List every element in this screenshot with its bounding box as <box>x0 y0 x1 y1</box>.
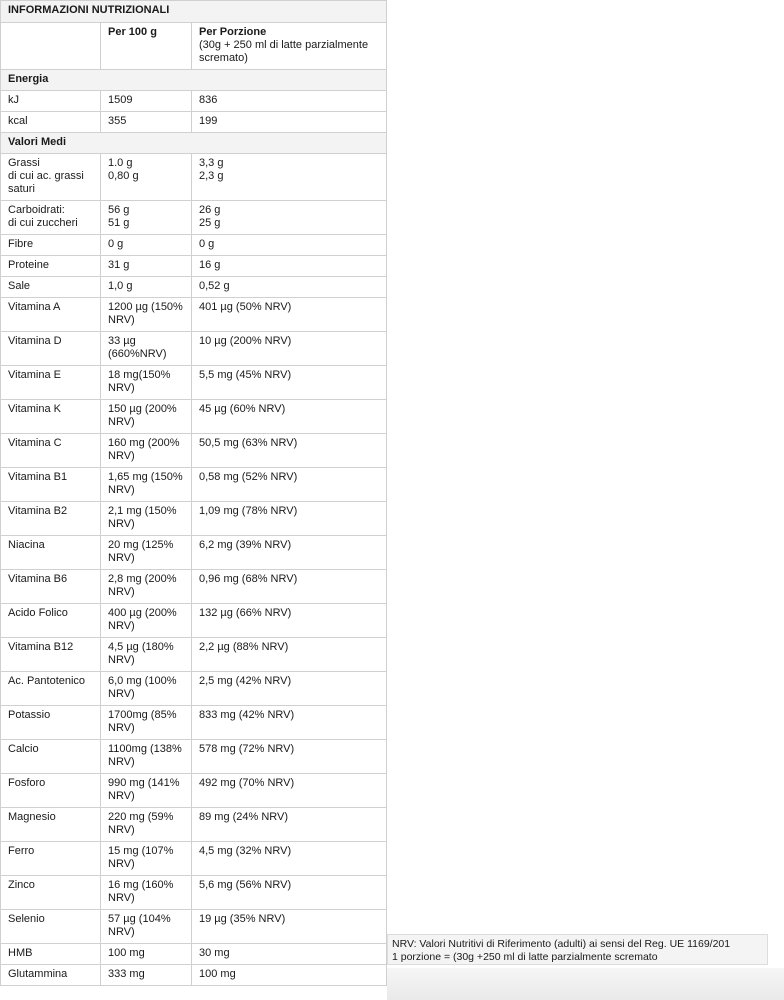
value-per-portion: 2,5 mg (42% NRV) <box>192 672 387 706</box>
table-row <box>1 536 387 570</box>
value-per-100g: 1700mg (85% NRV) <box>101 706 192 740</box>
table-row <box>1 366 387 400</box>
value-per-100g: 355 <box>101 112 192 133</box>
value-per-portion: 132 µg (66% NRV) <box>192 604 387 638</box>
header-per-portion-title: Per Porzione <box>199 26 267 38</box>
value-per-portion: 836 <box>192 91 387 112</box>
nutrient-name: Vitamina D <box>1 332 101 366</box>
value-per-100g: 56 g 51 g <box>101 201 192 235</box>
value-per-100g: 1.0 g 0,80 g <box>101 154 192 201</box>
table-row <box>1 400 387 434</box>
value-per-portion: 45 µg (60% NRV) <box>192 400 387 434</box>
table-row <box>1 112 387 133</box>
nutrient-name: Calcio <box>1 740 101 774</box>
value-per-100g: 0 g <box>101 235 192 256</box>
value-per-100g: 1100mg (138% NRV) <box>101 740 192 774</box>
nutrient-name: Vitamina B12 <box>1 638 101 672</box>
table-row <box>1 638 387 672</box>
value-per-100g: 220 mg (59% NRV) <box>101 808 192 842</box>
footnote-line-nrv: NRV: Valori Nutritivi di Riferimento (adulti) ai sensi del Reg. UE 1169/201 <box>392 938 731 950</box>
table-row <box>1 944 387 965</box>
value-per-portion: 89 mg (24% NRV) <box>192 808 387 842</box>
table-row <box>1 201 387 235</box>
table-row <box>1 154 387 201</box>
value-per-portion: 492 mg (70% NRV) <box>192 774 387 808</box>
table-row <box>1 672 387 706</box>
value-per-100g: 6,0 mg (100% NRV) <box>101 672 192 706</box>
table-title: INFORMAZIONI NUTRIZIONALI <box>1 1 387 23</box>
nutrient-name: Fibre <box>1 235 101 256</box>
table-row <box>1 706 387 740</box>
table-row <box>1 277 387 298</box>
nutrient-name: Vitamina B1 <box>1 468 101 502</box>
header-empty-cell <box>1 23 101 70</box>
footnote-line-portion: 1 porzione = (30g +250 ml di latte parzialmente scremato <box>392 951 658 963</box>
table-row <box>1 604 387 638</box>
nutrient-name: Acido Folico <box>1 604 101 638</box>
nutrient-name: Magnesio <box>1 808 101 842</box>
value-per-portion: 6,2 mg (39% NRV) <box>192 536 387 570</box>
value-per-100g: 1509 <box>101 91 192 112</box>
nutrient-name: Vitamina E <box>1 366 101 400</box>
value-per-100g: 2,1 mg (150% NRV) <box>101 502 192 536</box>
table-row <box>1 256 387 277</box>
value-per-100g: 1200 µg (150% NRV) <box>101 298 192 332</box>
nutrient-name: Potassio <box>1 706 101 740</box>
nutrient-name: Niacina <box>1 536 101 570</box>
value-per-100g: 18 mg(150% NRV) <box>101 366 192 400</box>
section-row-energia <box>1 70 387 91</box>
value-per-100g: 31 g <box>101 256 192 277</box>
value-per-100g: 100 mg <box>101 944 192 965</box>
table-row <box>1 235 387 256</box>
nutrient-name: Sale <box>1 277 101 298</box>
value-per-portion: 0,96 mg (68% NRV) <box>192 570 387 604</box>
value-per-100g: 333 mg <box>101 965 192 986</box>
value-per-portion: 401 µg (50% NRV) <box>192 298 387 332</box>
value-per-100g: 20 mg (125% NRV) <box>101 536 192 570</box>
nutrient-name: Vitamina A <box>1 298 101 332</box>
value-per-portion: 1,09 mg (78% NRV) <box>192 502 387 536</box>
nutrient-name: Ac. Pantotenico <box>1 672 101 706</box>
nutrient-name: Vitamina B2 <box>1 502 101 536</box>
nutrient-name: Zinco <box>1 876 101 910</box>
nrv-footnote <box>387 934 768 965</box>
nutrient-name: Vitamina C <box>1 434 101 468</box>
nutrient-name: Vitamina K <box>1 400 101 434</box>
value-per-portion: 2,2 µg (88% NRV) <box>192 638 387 672</box>
value-per-100g: 400 µg (200% NRV) <box>101 604 192 638</box>
value-per-portion: 578 mg (72% NRV) <box>192 740 387 774</box>
nutrient-name: Ferro <box>1 842 101 876</box>
header-per-100g: Per 100 g <box>101 23 192 70</box>
section-row-valori-medi <box>1 133 387 154</box>
table-row <box>1 774 387 808</box>
nutrient-name: Vitamina B6 <box>1 570 101 604</box>
table-row <box>1 876 387 910</box>
table-row <box>1 468 387 502</box>
value-per-100g: 15 mg (107% NRV) <box>101 842 192 876</box>
value-per-portion: 5,5 mg (45% NRV) <box>192 366 387 400</box>
value-per-100g: 2,8 mg (200% NRV) <box>101 570 192 604</box>
nutrient-name: Proteine <box>1 256 101 277</box>
value-per-100g: 57 µg (104% NRV) <box>101 910 192 944</box>
table-row <box>1 570 387 604</box>
value-per-portion: 19 µg (35% NRV) <box>192 910 387 944</box>
header-per-portion-subtitle: (30g + 250 ml di latte parzialmente scremato) <box>199 39 369 64</box>
nutrient-name: kcal <box>1 112 101 133</box>
value-per-100g: 33 µg (660%NRV) <box>101 332 192 366</box>
value-per-portion: 30 mg <box>192 944 387 965</box>
section-label-valori-medi: Valori Medi <box>1 133 387 154</box>
nutrient-name: Glutammina <box>1 965 101 986</box>
nutrient-name: Carboidrati: di cui zuccheri <box>1 201 101 235</box>
nutrient-name: kJ <box>1 91 101 112</box>
value-per-100g: 16 mg (160% NRV) <box>101 876 192 910</box>
value-per-portion: 0 g <box>192 235 387 256</box>
table-row <box>1 842 387 876</box>
value-per-100g: 990 mg (141% NRV) <box>101 774 192 808</box>
value-per-portion: 10 µg (200% NRV) <box>192 332 387 366</box>
table-header-row <box>1 23 387 70</box>
value-per-portion: 100 mg <box>192 965 387 986</box>
table-row <box>1 740 387 774</box>
value-per-portion: 3,3 g 2,3 g <box>192 154 387 201</box>
value-per-portion: 16 g <box>192 256 387 277</box>
table-row <box>1 502 387 536</box>
value-per-portion: 199 <box>192 112 387 133</box>
table-row <box>1 298 387 332</box>
value-per-portion: 0,58 mg (52% NRV) <box>192 468 387 502</box>
header-per-portion <box>192 23 387 70</box>
value-per-100g: 1,65 mg (150% NRV) <box>101 468 192 502</box>
value-per-portion: 26 g 25 g <box>192 201 387 235</box>
table-row <box>1 434 387 468</box>
table-row <box>1 808 387 842</box>
nutrient-name: Selenio <box>1 910 101 944</box>
table-row <box>1 965 387 986</box>
value-per-portion: 0,52 g <box>192 277 387 298</box>
table-row <box>1 91 387 112</box>
value-per-portion: 833 mg (42% NRV) <box>192 706 387 740</box>
nutrient-name: Grassi di cui ac. grassi saturi <box>1 154 101 201</box>
nutrient-name: Fosforo <box>1 774 101 808</box>
table-title-row <box>1 1 387 23</box>
value-per-portion: 4,5 mg (32% NRV) <box>192 842 387 876</box>
nutrient-name: HMB <box>1 944 101 965</box>
section-label-energia: Energia <box>1 70 387 91</box>
value-per-portion: 50,5 mg (63% NRV) <box>192 434 387 468</box>
nutrition-table <box>0 0 387 986</box>
value-per-portion: 5,6 mg (56% NRV) <box>192 876 387 910</box>
value-per-100g: 4,5 µg (180% NRV) <box>101 638 192 672</box>
value-per-100g: 160 mg (200% NRV) <box>101 434 192 468</box>
value-per-100g: 150 µg (200% NRV) <box>101 400 192 434</box>
table-row <box>1 910 387 944</box>
bottom-bar <box>387 968 784 1000</box>
value-per-100g: 1,0 g <box>101 277 192 298</box>
table-row <box>1 332 387 366</box>
